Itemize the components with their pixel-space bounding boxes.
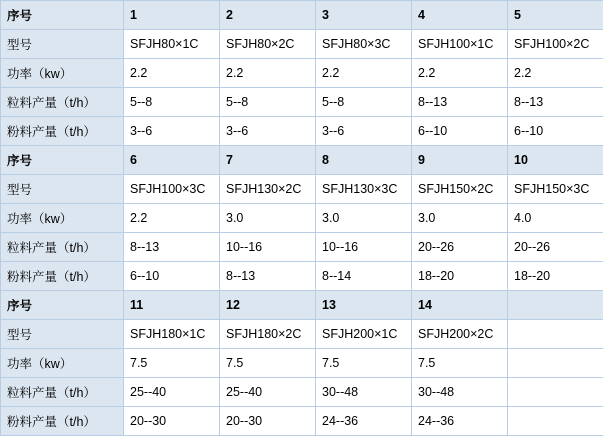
- header-cell-3: 3: [316, 1, 412, 30]
- row-value: 3.0: [220, 204, 316, 233]
- table-row: [1, 88, 603, 117]
- row-value: 25--40: [124, 378, 220, 407]
- table-body: [1, 1, 603, 436]
- row-value: 10--16: [220, 233, 316, 262]
- row-value: 5--8: [220, 88, 316, 117]
- row-label: 功率（kw）: [1, 59, 124, 88]
- row-value: 3.0: [316, 204, 412, 233]
- row-value: 7.5: [412, 349, 508, 378]
- row-value: SFJH200×1C: [316, 320, 412, 349]
- row-value: 24--36: [316, 407, 412, 436]
- row-value: 8--13: [412, 88, 508, 117]
- row-label: 粉料产量（t/h）: [1, 117, 124, 146]
- row-value: 2.2: [124, 59, 220, 88]
- row-value: 6--10: [412, 117, 508, 146]
- table-row: [1, 233, 603, 262]
- row-label: 功率（kw）: [1, 204, 124, 233]
- row-value: 8--14: [316, 262, 412, 291]
- header-cell-3: 8: [316, 146, 412, 175]
- row-value: SFJH80×1C: [124, 30, 220, 59]
- row-value: 4.0: [508, 204, 603, 233]
- table-row: [1, 407, 603, 436]
- row-value: 2.2: [124, 204, 220, 233]
- header-cell-2: 7: [220, 146, 316, 175]
- row-value: 3--6: [220, 117, 316, 146]
- row-value: 6--10: [508, 117, 603, 146]
- row-value-empty: [508, 320, 603, 349]
- header-cell-3: 13: [316, 291, 412, 320]
- row-value: 10--16: [316, 233, 412, 262]
- row-value: 2.2: [316, 59, 412, 88]
- row-value: SFJH100×2C: [508, 30, 603, 59]
- row-value: 8--13: [220, 262, 316, 291]
- row-value: 3.0: [412, 204, 508, 233]
- header-cell-4: 9: [412, 146, 508, 175]
- row-value-empty: [508, 349, 603, 378]
- row-value: 18--20: [412, 262, 508, 291]
- row-value: SFJH150×3C: [508, 175, 603, 204]
- row-value: 25--40: [220, 378, 316, 407]
- table-header-row: [1, 1, 603, 30]
- row-value: SFJH150×2C: [412, 175, 508, 204]
- row-label: 粉料产量（t/h）: [1, 407, 124, 436]
- row-value: SFJH80×2C: [220, 30, 316, 59]
- row-value: 20--30: [124, 407, 220, 436]
- table-row: [1, 59, 603, 88]
- row-value: SFJH200×2C: [412, 320, 508, 349]
- table-header-row: [1, 146, 603, 175]
- row-value: 24--36: [412, 407, 508, 436]
- header-cell-index: 序号: [1, 1, 124, 30]
- row-value: 20--30: [220, 407, 316, 436]
- row-value: SFJH180×1C: [124, 320, 220, 349]
- row-value: SFJH180×2C: [220, 320, 316, 349]
- row-value: 3--6: [316, 117, 412, 146]
- row-label: 型号: [1, 30, 124, 59]
- header-cell-empty: [508, 291, 603, 320]
- header-cell-index: 序号: [1, 146, 124, 175]
- table-row: [1, 262, 603, 291]
- header-cell-5: 5: [508, 1, 603, 30]
- row-value: 5--8: [316, 88, 412, 117]
- table-row: [1, 30, 603, 59]
- row-value: 20--26: [508, 233, 603, 262]
- row-value: 2.2: [508, 59, 603, 88]
- row-value: 6--10: [124, 262, 220, 291]
- table-row: [1, 175, 603, 204]
- row-label: 粉料产量（t/h）: [1, 262, 124, 291]
- row-value: SFJH80×3C: [316, 30, 412, 59]
- table-row: [1, 320, 603, 349]
- row-value: SFJH100×1C: [412, 30, 508, 59]
- row-value: SFJH100×3C: [124, 175, 220, 204]
- row-value: 8--13: [124, 233, 220, 262]
- header-cell-1: 6: [124, 146, 220, 175]
- row-label: 粒料产量（t/h）: [1, 88, 124, 117]
- header-cell-4: 14: [412, 291, 508, 320]
- row-value-empty: [508, 378, 603, 407]
- row-label: 型号: [1, 175, 124, 204]
- row-value: 2.2: [412, 59, 508, 88]
- header-cell-4: 4: [412, 1, 508, 30]
- row-label: 功率（kw）: [1, 349, 124, 378]
- row-label: 型号: [1, 320, 124, 349]
- row-value: 30--48: [412, 378, 508, 407]
- header-cell-2: 2: [220, 1, 316, 30]
- row-value: 7.5: [316, 349, 412, 378]
- table-header-row: [1, 291, 603, 320]
- row-value: 7.5: [220, 349, 316, 378]
- row-value: 5--8: [124, 88, 220, 117]
- row-value: 18--20: [508, 262, 603, 291]
- row-label: 粒料产量（t/h）: [1, 378, 124, 407]
- header-cell-2: 12: [220, 291, 316, 320]
- header-cell-1: 11: [124, 291, 220, 320]
- row-value: SFJH130×3C: [316, 175, 412, 204]
- header-cell-1: 1: [124, 1, 220, 30]
- header-cell-5: 10: [508, 146, 603, 175]
- row-label: 粒料产量（t/h）: [1, 233, 124, 262]
- row-value: 20--26: [412, 233, 508, 262]
- row-value: 8--13: [508, 88, 603, 117]
- table-row: [1, 378, 603, 407]
- row-value: SFJH130×2C: [220, 175, 316, 204]
- table-row: [1, 204, 603, 233]
- row-value: 7.5: [124, 349, 220, 378]
- table-row: [1, 117, 603, 146]
- row-value: 30--48: [316, 378, 412, 407]
- row-value: 2.2: [220, 59, 316, 88]
- row-value-empty: [508, 407, 603, 436]
- header-cell-index: 序号: [1, 291, 124, 320]
- row-value: 3--6: [124, 117, 220, 146]
- table-row: [1, 349, 603, 378]
